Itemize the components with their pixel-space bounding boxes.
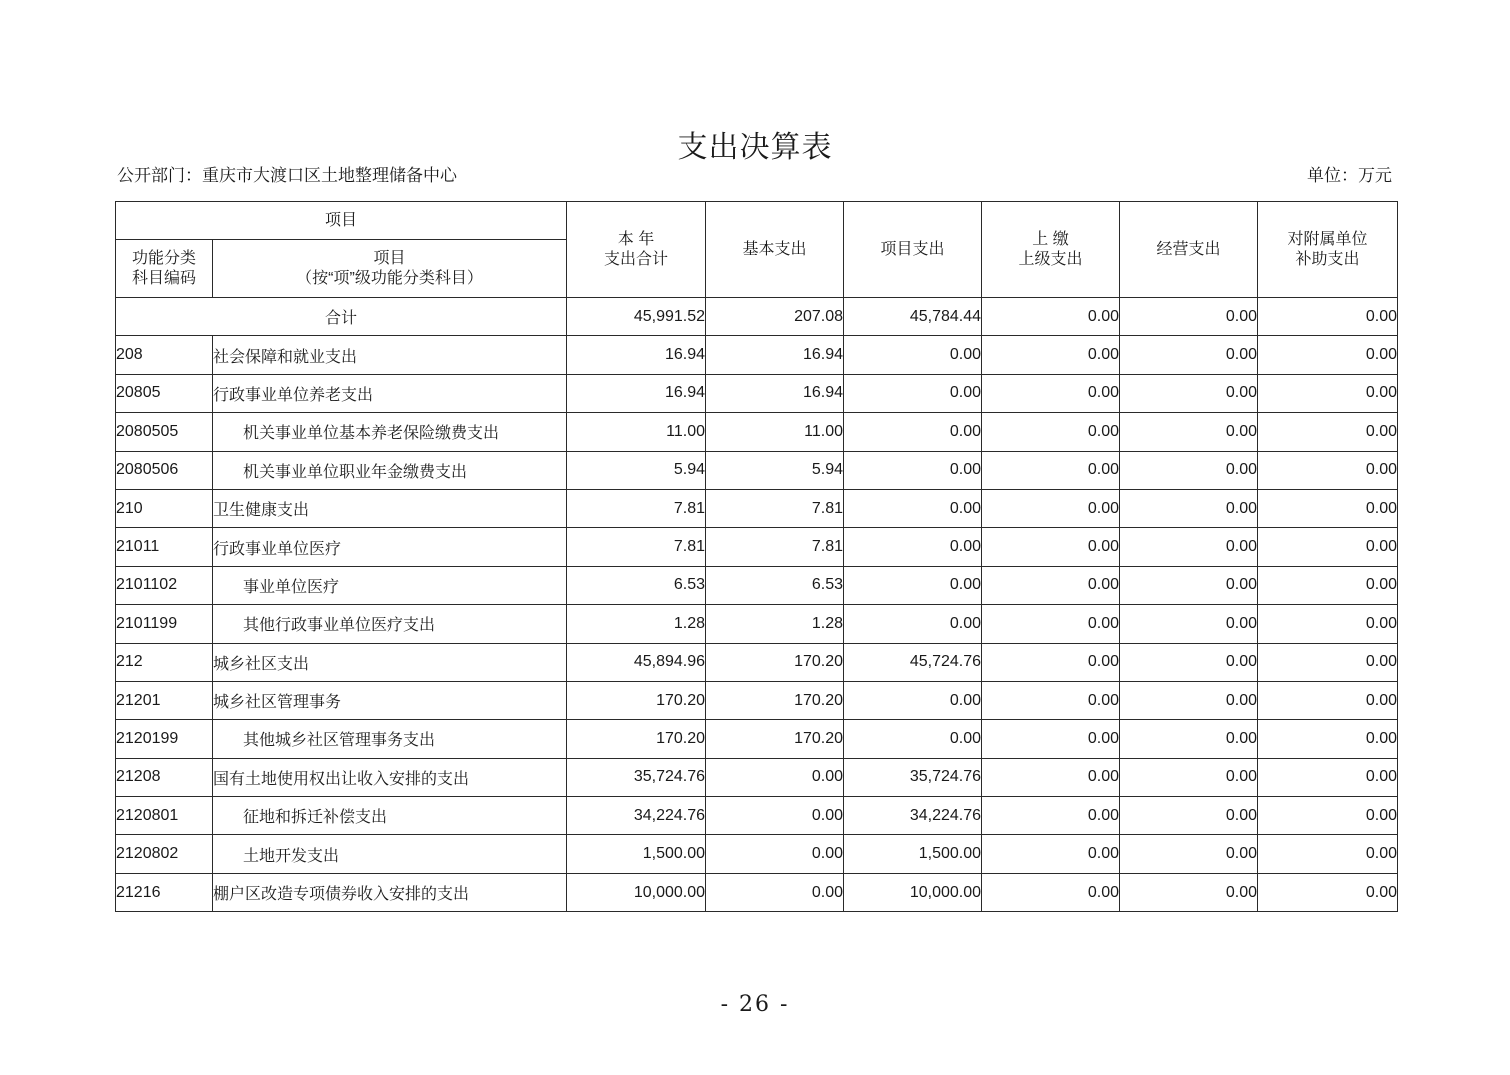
row-basic: 6.53 (706, 566, 844, 604)
row-subsidy: 0.00 (1258, 797, 1398, 835)
table-row (116, 451, 1398, 489)
table-row (116, 605, 1398, 643)
row-project: 45,724.76 (844, 643, 982, 681)
table-row (116, 336, 1398, 374)
row-project: 0.00 (844, 489, 982, 527)
total-business: 0.00 (1120, 298, 1258, 336)
row-total: 6.53 (567, 566, 706, 604)
row-basic: 5.94 (706, 451, 844, 489)
table-header (116, 202, 1398, 298)
row-name: 其他行政事业单位医疗支出 (213, 605, 567, 643)
row-name: 行政事业单位医疗 (213, 528, 567, 566)
row-name: 卫生健康支出 (213, 489, 567, 527)
row-business: 0.00 (1120, 528, 1258, 566)
table-row (116, 489, 1398, 527)
row-code: 20805 (116, 374, 213, 412)
row-basic: 11.00 (706, 413, 844, 451)
row-upper: 0.00 (982, 873, 1120, 911)
header-project: 项目支出 (844, 202, 982, 298)
page-number: - 26 - (720, 992, 790, 1017)
table-row (116, 374, 1398, 412)
row-code: 2080506 (116, 451, 213, 489)
total-project: 45,784.44 (844, 298, 982, 336)
row-subsidy: 0.00 (1258, 489, 1398, 527)
header-project-group: 项目 (116, 202, 567, 240)
row-total: 16.94 (567, 336, 706, 374)
row-upper: 0.00 (982, 681, 1120, 719)
row-upper: 0.00 (982, 643, 1120, 681)
table-row (116, 643, 1398, 681)
row-upper: 0.00 (982, 451, 1120, 489)
row-subsidy: 0.00 (1258, 643, 1398, 681)
row-total: 170.20 (567, 681, 706, 719)
row-business: 0.00 (1120, 643, 1258, 681)
row-upper: 0.00 (982, 797, 1120, 835)
row-total: 16.94 (567, 374, 706, 412)
row-code: 2080505 (116, 413, 213, 451)
row-subsidy: 0.00 (1258, 681, 1398, 719)
row-basic: 16.94 (706, 374, 844, 412)
row-basic: 0.00 (706, 797, 844, 835)
row-name: 其他城乡社区管理事务支出 (213, 720, 567, 758)
row-basic: 0.00 (706, 758, 844, 796)
row-business: 0.00 (1120, 720, 1258, 758)
header-basic: 基本支出 (706, 202, 844, 298)
row-total: 1,500.00 (567, 835, 706, 873)
row-business: 0.00 (1120, 758, 1258, 796)
row-project: 0.00 (844, 374, 982, 412)
table-row (116, 873, 1398, 911)
row-code: 2120802 (116, 835, 213, 873)
row-subsidy: 0.00 (1258, 413, 1398, 451)
row-code: 2120801 (116, 797, 213, 835)
row-project: 0.00 (844, 413, 982, 451)
row-code: 2101102 (116, 566, 213, 604)
row-business: 0.00 (1120, 451, 1258, 489)
total-label: 合计 (116, 298, 567, 336)
row-basic: 1.28 (706, 605, 844, 643)
row-name: 棚户区改造专项债券收入安排的支出 (213, 873, 567, 911)
page-title: 支出决算表 (677, 130, 833, 165)
row-project: 1,500.00 (844, 835, 982, 873)
row-total: 5.94 (567, 451, 706, 489)
table-row (116, 835, 1398, 873)
row-basic: 170.20 (706, 720, 844, 758)
table-row (116, 720, 1398, 758)
row-total: 45,894.96 (567, 643, 706, 681)
row-business: 0.00 (1120, 835, 1258, 873)
expenditure-table (115, 201, 1398, 912)
header-subsidy: 对附属单位 补助支出 (1258, 202, 1398, 298)
row-name: 行政事业单位养老支出 (213, 374, 567, 412)
row-code: 21216 (116, 873, 213, 911)
total-amount: 45,991.52 (567, 298, 706, 336)
row-subsidy: 0.00 (1258, 873, 1398, 911)
row-name: 国有土地使用权出让收入安排的支出 (213, 758, 567, 796)
total-subsidy: 0.00 (1258, 298, 1398, 336)
row-subsidy: 0.00 (1258, 374, 1398, 412)
table-body (116, 298, 1398, 912)
row-upper: 0.00 (982, 374, 1120, 412)
row-subsidy: 0.00 (1258, 451, 1398, 489)
row-basic: 0.00 (706, 873, 844, 911)
row-upper: 0.00 (982, 413, 1120, 451)
row-business: 0.00 (1120, 489, 1258, 527)
header-upper: 上 缴 上级支出 (982, 202, 1120, 298)
row-name: 社会保障和就业支出 (213, 336, 567, 374)
row-code: 21208 (116, 758, 213, 796)
table-row (116, 797, 1398, 835)
total-upper: 0.00 (982, 298, 1120, 336)
row-name: 城乡社区管理事务 (213, 681, 567, 719)
table-row (116, 566, 1398, 604)
row-upper: 0.00 (982, 835, 1120, 873)
row-total: 34,224.76 (567, 797, 706, 835)
row-business: 0.00 (1120, 605, 1258, 643)
row-total: 11.00 (567, 413, 706, 451)
row-basic: 0.00 (706, 835, 844, 873)
row-project: 0.00 (844, 566, 982, 604)
row-total: 1.28 (567, 605, 706, 643)
table-row (116, 413, 1398, 451)
row-business: 0.00 (1120, 413, 1258, 451)
row-project: 0.00 (844, 720, 982, 758)
row-total: 10,000.00 (567, 873, 706, 911)
row-basic: 170.20 (706, 643, 844, 681)
row-subsidy: 0.00 (1258, 528, 1398, 566)
header-name: 项目 （按“项”级功能分类科目） (213, 240, 567, 298)
row-code: 21201 (116, 681, 213, 719)
row-subsidy: 0.00 (1258, 758, 1398, 796)
row-subsidy: 0.00 (1258, 835, 1398, 873)
row-project: 0.00 (844, 528, 982, 566)
row-code: 21011 (116, 528, 213, 566)
header-business: 经营支出 (1120, 202, 1258, 298)
row-project: 10,000.00 (844, 873, 982, 911)
table-row (116, 758, 1398, 796)
table-row (116, 528, 1398, 566)
row-name: 土地开发支出 (213, 835, 567, 873)
row-upper: 0.00 (982, 720, 1120, 758)
row-project: 0.00 (844, 451, 982, 489)
row-basic: 170.20 (706, 681, 844, 719)
row-upper: 0.00 (982, 489, 1120, 527)
row-business: 0.00 (1120, 797, 1258, 835)
row-subsidy: 0.00 (1258, 605, 1398, 643)
total-row (116, 298, 1398, 336)
row-total: 170.20 (567, 720, 706, 758)
total-basic: 207.08 (706, 298, 844, 336)
row-total: 7.81 (567, 489, 706, 527)
row-project: 0.00 (844, 605, 982, 643)
row-name: 事业单位医疗 (213, 566, 567, 604)
row-upper: 0.00 (982, 605, 1120, 643)
department-label: 公开部门：重庆市大渡口区土地整理储备中心 (117, 166, 457, 186)
row-project: 35,724.76 (844, 758, 982, 796)
row-name: 征地和拆迁补偿支出 (213, 797, 567, 835)
row-upper: 0.00 (982, 528, 1120, 566)
row-total: 35,724.76 (567, 758, 706, 796)
unit-label: 单位：万元 (1307, 166, 1392, 186)
row-business: 0.00 (1120, 566, 1258, 604)
row-upper: 0.00 (982, 336, 1120, 374)
row-code: 212 (116, 643, 213, 681)
row-project: 0.00 (844, 336, 982, 374)
row-code: 208 (116, 336, 213, 374)
row-basic: 7.81 (706, 528, 844, 566)
row-code: 210 (116, 489, 213, 527)
row-code: 2120199 (116, 720, 213, 758)
row-name: 机关事业单位基本养老保险缴费支出 (213, 413, 567, 451)
row-upper: 0.00 (982, 566, 1120, 604)
row-code: 2101199 (116, 605, 213, 643)
row-name: 城乡社区支出 (213, 643, 567, 681)
row-business: 0.00 (1120, 336, 1258, 374)
row-business: 0.00 (1120, 374, 1258, 412)
header-total: 本 年 支出合计 (567, 202, 706, 298)
row-business: 0.00 (1120, 873, 1258, 911)
row-basic: 16.94 (706, 336, 844, 374)
header-code: 功能分类 科目编码 (116, 240, 213, 298)
row-project: 34,224.76 (844, 797, 982, 835)
row-basic: 7.81 (706, 489, 844, 527)
row-upper: 0.00 (982, 758, 1120, 796)
row-project: 0.00 (844, 681, 982, 719)
row-total: 7.81 (567, 528, 706, 566)
row-subsidy: 0.00 (1258, 720, 1398, 758)
row-subsidy: 0.00 (1258, 336, 1398, 374)
row-name: 机关事业单位职业年金缴费支出 (213, 451, 567, 489)
row-subsidy: 0.00 (1258, 566, 1398, 604)
table-row (116, 681, 1398, 719)
row-business: 0.00 (1120, 681, 1258, 719)
